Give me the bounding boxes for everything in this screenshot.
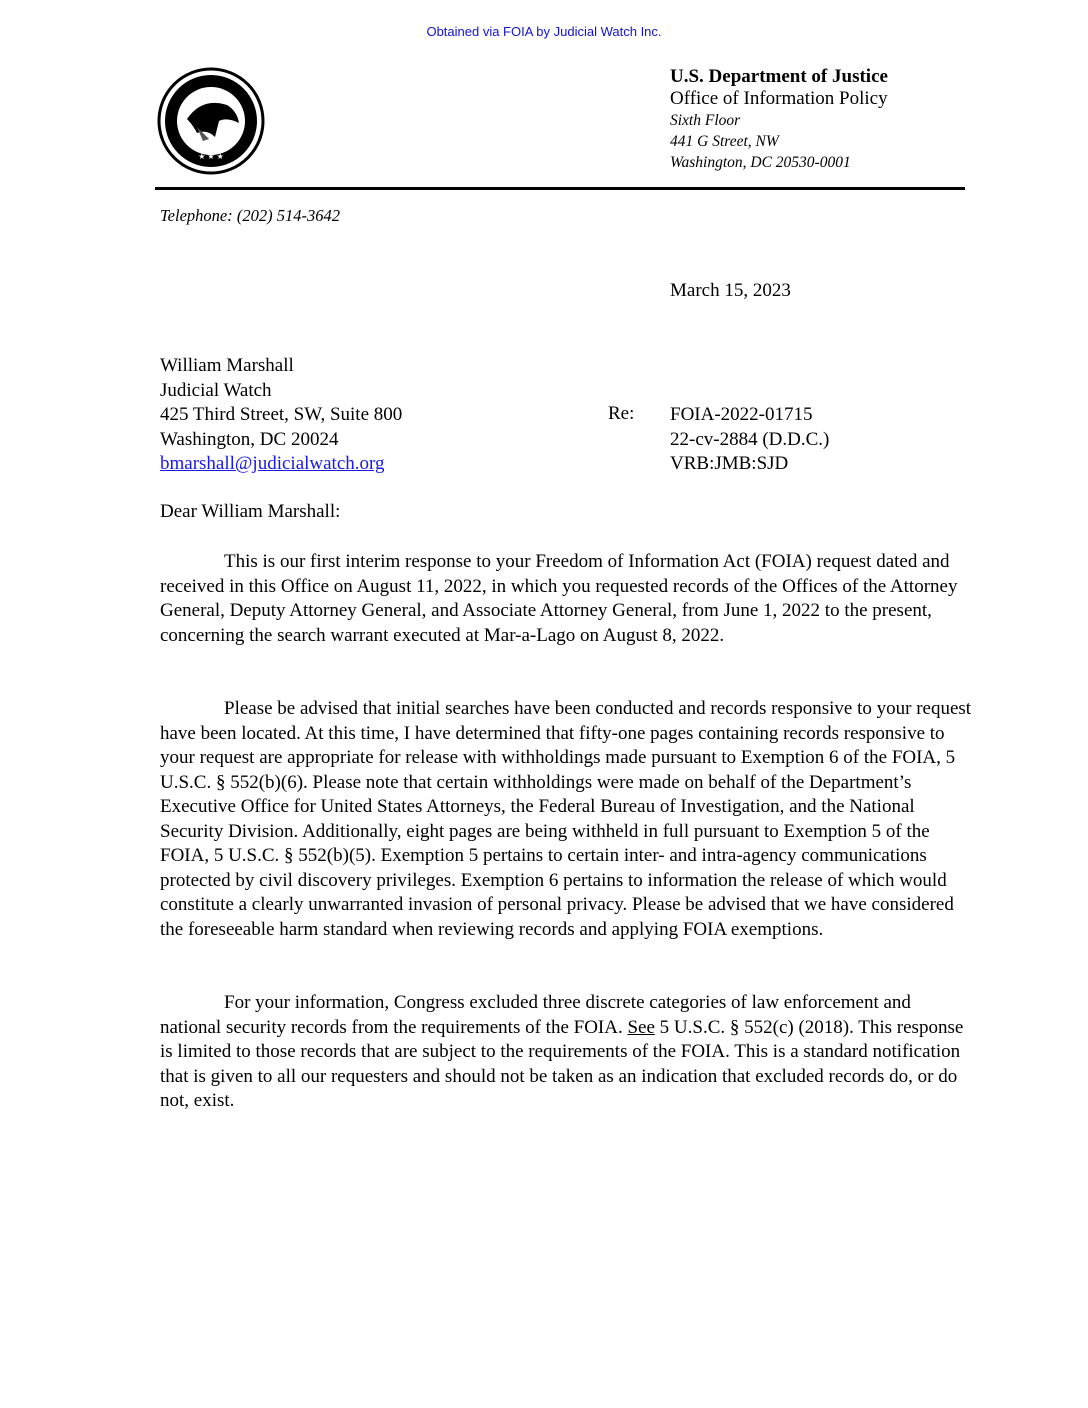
reference-line: 22-cv-2884 (D.D.C.) [670, 428, 830, 450]
address-line: Washington, DC 20530-0001 [670, 154, 851, 171]
body-paragraph [160, 991, 972, 1114]
address-line: 441 G Street, NW [670, 133, 779, 150]
svg-text:★ ★ ★: ★ ★ ★ [198, 152, 224, 161]
recipient-email-link[interactable]: bmarshall@judicialwatch.org [160, 453, 385, 474]
address-line: Sixth Floor [670, 112, 741, 129]
letterhead-divider [155, 187, 965, 190]
reference-label: Re: [608, 403, 635, 424]
recipient-line: William Marshall [160, 355, 294, 376]
reference-line: VRB:JMB:SJD [670, 453, 789, 474]
letterhead-agency [670, 66, 888, 173]
recipient-line: Judicial Watch [160, 379, 272, 401]
recipient-line: 425 Third Street, SW, Suite 800 [160, 404, 403, 425]
telephone: Telephone: (202) 514-3642 [160, 206, 340, 225]
office-name: Office of Information Policy [670, 88, 888, 109]
body-paragraph: This is our first interim response to your Freedom of Information Act (FOIA) request dated and received in this Office on August 11, 2022, in which you requested records of the Offices of the Attorney General, Deputy Attorney General, and Associate Attorney General, from June 1, 2022 to the present, concerning the search warrant executed at Mar-a-Lago on August 8, 2022. [160, 551, 958, 646]
reference-block [670, 403, 829, 477]
see-citation-signal: See [627, 1016, 655, 1038]
body-paragraph: Please be advised that initial searches have been conducted and records responsive to your request have been located. At this time, I have determined that fifty-one pages containing records responsive to your request are appropriate for release with withholdings made pursuant to Exemption 6 of the FOIA, 5 U.S.C. § 552(b)(6). Please note that certain withholdings were made on behalf of the Department’s Executive Office for United States Attorneys, the Federal Bureau of Investigation, and the National Security Division. Additionally, eight pages are being withheld in full pursuant to Exemption 5 of the FOIA, 5 U.S.C. § 552(b)(5). Exemption 5 pertains to certain inter- and intra-agency communications protected by civil discovery privileges. Exemption 6 pertains to information the release of which would constitute a clearly unwarranted invasion of personal privacy. Please be advised that we have considered the foreseeable harm standard when reviewing records and applying FOIA exemptions. [160, 698, 972, 940]
foia-watermark: Obtained via FOIA by Judicial Watch Inc. [426, 24, 662, 39]
letter-date: March 15, 2023 [670, 280, 791, 301]
paragraph-text: 5 U.S.C. § 552(c) (2018). This response is limited to those records that are subject to the requirements of the FOIA. This is a standard notification that is given to all our requesters and should not be taken as an indication that excluded records do, or do not, exist. [160, 1016, 964, 1111]
doj-seal-icon [157, 67, 265, 175]
paragraph-text: For your information, Congress excluded three discrete categories of law enforcement and national security records from the requirements of the FOIA. [160, 992, 911, 1038]
agency-name: U.S. Department of Justice [670, 66, 888, 87]
recipient-block [160, 354, 402, 477]
recipient-line: Washington, DC 20024 [160, 428, 339, 450]
salutation: Dear William Marshall: [160, 501, 341, 522]
reference-line: FOIA-2022-01715 [670, 404, 813, 425]
